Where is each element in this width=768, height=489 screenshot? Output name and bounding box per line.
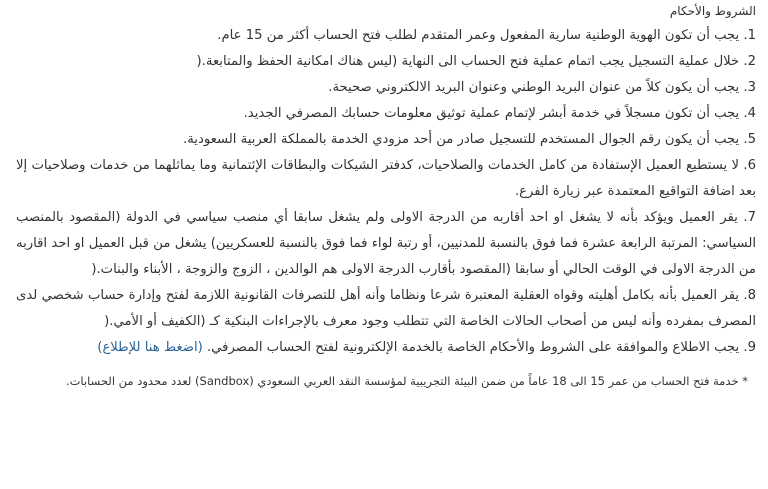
term-number: 7.: [743, 210, 756, 225]
term-number: 9.: [743, 340, 756, 355]
term-number: 8.: [743, 288, 756, 303]
term-item-7: [16, 205, 756, 283]
term-number: 3.: [743, 80, 756, 95]
term-item-6: [16, 153, 756, 205]
term-text: يقر العميل ويؤكد بأنه لا يشغل او احد أقاربه من الدرجة الاولى ولم يشغل سابقا أي منصب سياسي في الدولة (المقصود بالمنصب السياسي: المرتبة الرابعة عشرة فما فوق بالنسبة للمدنيين، أو رتبة لواء فما فوق بالنسبة للعسكريين) يشغل من قبل العميل او احد اقاربه من الدرجة الاولى في الوقت الحالي أو سابقا (المقصود بأقارب الدرجة الاولى هم الوالدين ، الزوج والزوجة ، الأبناء والبنات.(: [16, 210, 756, 277]
term-text: يجب الاطلاع والموافقة على الشروط والأحكام الخاصة بالخدمة الإلكترونية لفتح الحساب المصرفي.: [202, 340, 740, 355]
view-terms-link[interactable]: (اضغط هنا للإطلاع): [97, 340, 203, 355]
term-text: يجب أن يكون رقم الجوال المستخدم للتسجيل صادر من أحد مزودي الخدمة بالمملكة العربية السعودية.: [183, 132, 740, 147]
term-text: يجب أن يكون كلاً من عنوان البريد الوطني وعنوان البريد الالكتروني صحيحة.: [328, 80, 740, 95]
term-text: يجب أن تكون مسجلاً في خدمة أبشر لإتمام عملية توثيق معلومات حسابك المصرفي الجديد.: [243, 106, 740, 121]
term-number: 2.: [743, 54, 756, 69]
term-item-4: [16, 101, 756, 127]
term-item-3: [16, 75, 756, 101]
term-text: يقر العميل بأنه بكامل أهليته وقواه العقلية المعتبرة شرعا ونظاما وأنه أهل للتصرفات القانونية اللازمة لفتح وإدارة حساب شخصي لدى المصرف بمفرده وأنه ليس من أصحاب الحالات الخاصة التي تتطلب وجود معرف بالإجراءات البنكية كـ (الكفيف أو الأمي.(: [16, 288, 756, 329]
page-title: الشروط والأحكام: [669, 4, 756, 18]
term-number: 5.: [743, 132, 756, 147]
term-number: 4.: [743, 106, 756, 121]
term-text: لا يستطيع العميل الإستفادة من كامل الخدمات والصلاحيات، كدفتر الشيكات والبطاقات الإئتمانية وما يماثلهما من خدمات وصلاحيات إلا بعد اضافة التواقيع المعتمدة عبر زيارة الفرع.: [16, 158, 756, 199]
term-item-2: [16, 49, 756, 75]
term-text: خلال عملية التسجيل يجب اتمام عملية فتح الحساب الى النهاية (ليس هناك امكانية الحفظ والمتابعة.(: [196, 54, 740, 69]
term-item-1: [16, 23, 756, 49]
term-item-8: [16, 283, 756, 335]
term-number: 1.: [743, 28, 756, 43]
term-item-5: [16, 127, 756, 153]
term-text: يجب أن تكون الهوية الوطنية سارية المفعول وعمر المتقدم لطلب فتح الحساب أكثر من 15 عام.: [217, 28, 740, 43]
term-number: 6.: [743, 158, 756, 173]
term-item-9: [16, 335, 756, 361]
terms-list: [16, 23, 756, 361]
footnote: * خدمة فتح الحساب من عمر 15 الى 18 عاماً من ضمن البيئة التجريبية لمؤسسة النقد العربي السعودي (Sandbox) لعدد محدود من الحسابات.: [65, 374, 748, 388]
